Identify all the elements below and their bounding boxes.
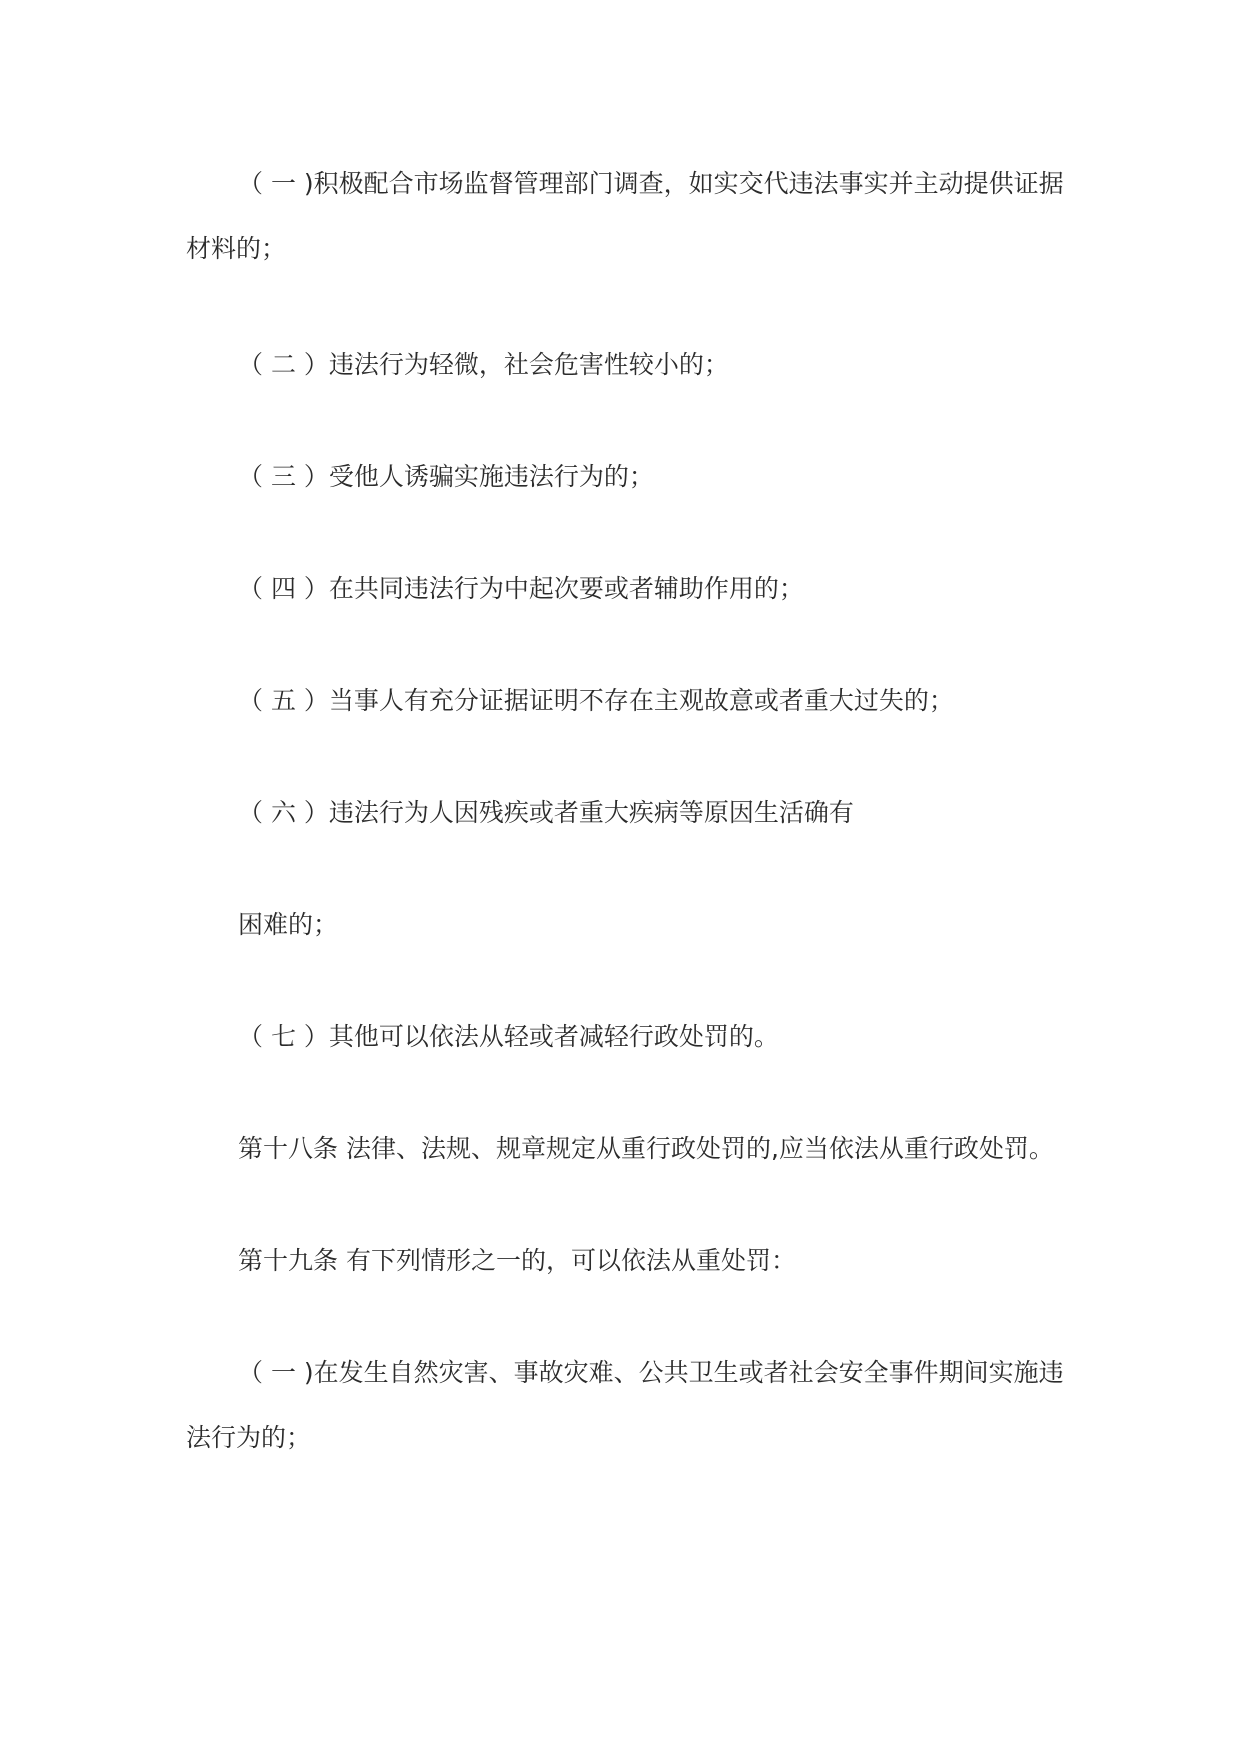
clause-text-line: 困难的；: [238, 910, 339, 939]
clause-text-line: （ 四 ）在共同违法行为中起次要或者辅助作用的；: [238, 574, 804, 603]
clause-text-line: （ 六 ）违法行为人因残疾或者重大疾病等原因生活确有: [238, 798, 854, 827]
clause-text-line: （ 一 )在发生自然灾害、事故灾难、公共卫生或者社会安全事件期间实施违: [238, 1358, 1064, 1387]
article-text-line: 第十九条 有下列情形之一的，可以依法从重处罚：: [238, 1246, 796, 1275]
article-text-line: 第十八条 法律、法规、规章规定从重行政处罚的,应当依法从重行政处罚。: [238, 1134, 1054, 1163]
clause-text-line: （ 三 ）受他人诱骗实施违法行为的；: [238, 462, 654, 491]
clause-text-line: 法行为的；: [186, 1423, 312, 1452]
clause-text-line: （ 七 ）其他可以依法从轻或者减轻行政处罚的。: [238, 1022, 779, 1051]
clause-text-line: （ 一 )积极配合市场监督管理部门调查，如实交代违法事实并主动提供证据: [238, 169, 1064, 198]
clause-text-line: 材料的；: [186, 234, 287, 263]
clause-text-line: （ 五 ）当事人有充分证据证明不存在主观故意或者重大过失的；: [238, 686, 954, 715]
clause-text-line: （ 二 ）违法行为轻微，社会危害性较小的；: [238, 350, 729, 379]
